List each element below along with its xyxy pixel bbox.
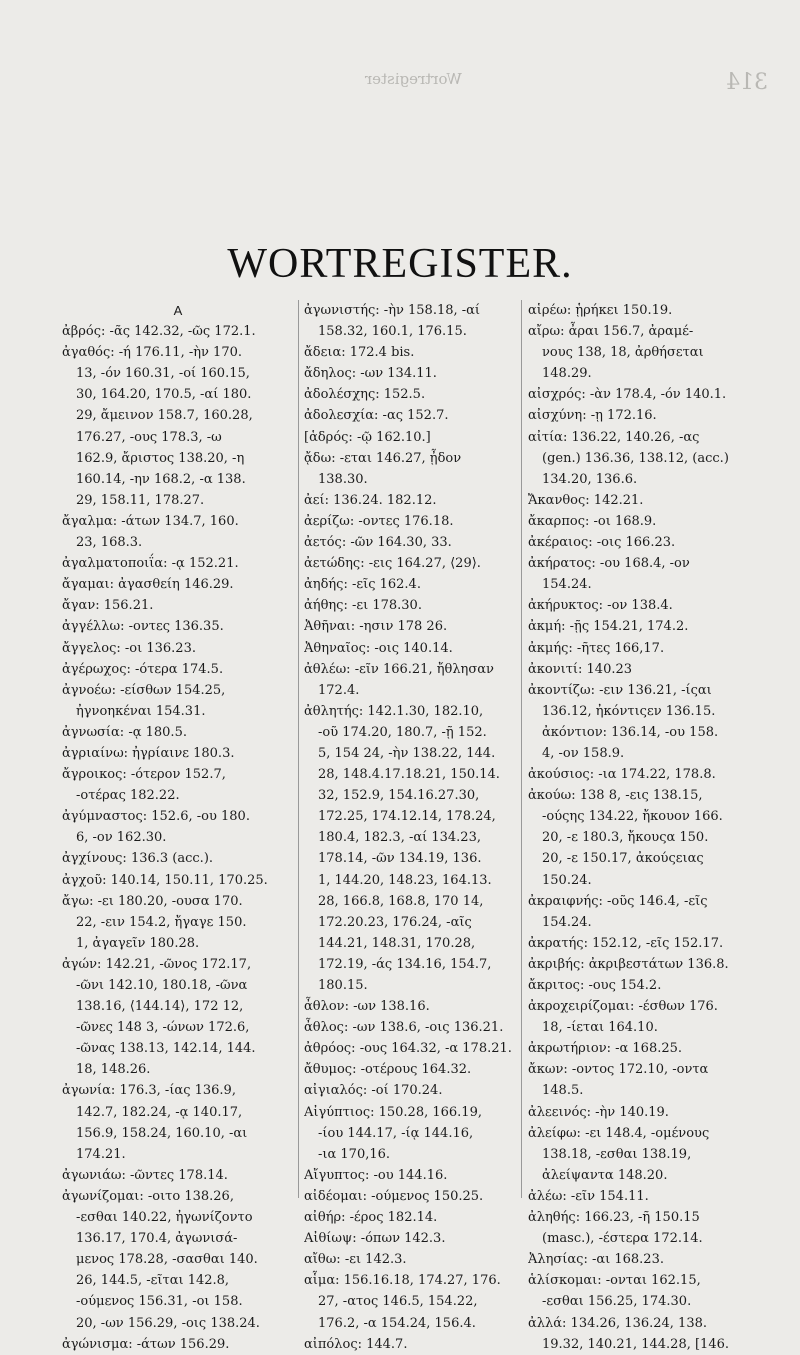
index-column-3 (528, 300, 778, 1355)
index-entry-continuation: -ίου 144.17, -ίᾳ 144.16, (318, 1125, 474, 1141)
index-entry: ἄκαρπος: -οι 168.9. (528, 513, 657, 529)
index-entry-continuation: 148.5. (542, 1083, 584, 1099)
index-entry: ἄδεια: 172.4 bis. (304, 345, 415, 361)
index-entry: ἀετός: -ῶν 164.30, 33. (304, 535, 452, 551)
bleed-through-running-header: Wortregister (365, 70, 462, 88)
index-entry: αἷμα: 156.16.18, 174.27, 176. (304, 1273, 501, 1289)
index-entry-continuation: 176.2, -α 154.24, 156.4. (318, 1315, 476, 1331)
index-entry-continuation: 28, 166.8, 168.8, 170 14, (318, 893, 484, 909)
index-entry-continuation: 172.19, -άς 134.16, 154.7, (318, 956, 492, 972)
index-entry-continuation: 134.20, 136.6. (542, 471, 638, 487)
index-entry: ἀκήρατος: -ου 168.4, -ον (528, 556, 690, 572)
index-entry: αἰπόλος: 144.7. (304, 1336, 408, 1352)
index-entry-continuation: -οτέρας 182.22. (76, 788, 180, 804)
index-entry-continuation: ἀλείψαντα 148.20. (542, 1167, 668, 1183)
index-entry-continuation: 162.9, ἄριστος 138.20, -η (76, 450, 245, 466)
index-entry-continuation: 172.4. (318, 682, 360, 698)
index-entry-continuation: -ούμενος 156.31, -οι 158. (76, 1294, 243, 1310)
index-entry: Ἀθῆναι: -ησιν 178 26. (304, 619, 448, 635)
index-entry-continuation: 136.12, ἠκόντιςεν 136.15. (542, 703, 716, 719)
index-entry-continuation: 158.32, 160.1, 176.15. (318, 324, 467, 340)
index-entry: αἴθω: -ει 142.3. (304, 1252, 407, 1268)
index-entry: ἀγέρωχος: -ότερα 174.5. (62, 661, 224, 677)
index-entry: ἀγαθός: -ή 176.11, -ὴν 170. (62, 345, 243, 361)
index-entry: Ἀλησίας: -αι 168.23. (528, 1252, 664, 1268)
index-entry: ἀληθής: 166.23, -ῆ 150.15 (528, 1210, 700, 1226)
index-entry: ἀθρόος: -ους 164.32, -α 178.21. (304, 1041, 512, 1057)
section-letter-heading: A (173, 303, 183, 318)
index-entry: ἀγριαίνω: ἠγρίαινε 180.3. (62, 745, 235, 761)
index-entry-continuation: 22, -ειν 154.2, ἤγαγε 150. (76, 914, 247, 930)
index-entry: ἀκμή: -ῇς 154.21, 174.2. (528, 619, 689, 635)
index-entry-continuation: 154.24. (542, 914, 592, 930)
index-entry: ἆθλος: -ων 138.6, -οις 136.21. (304, 1020, 504, 1036)
index-entry: ἀκοντίζω: -ειν 136.21, -ίςαι (528, 682, 712, 698)
index-entry-continuation: μενος 178.28, -σασθαι 140. (76, 1252, 258, 1268)
index-entry: ἀλεεινός: -ὴν 140.19. (528, 1104, 669, 1120)
index-entry-continuation: 138.30. (318, 471, 368, 487)
index-entry: ἀκέραιος: -οις 166.23. (528, 535, 676, 551)
index-entry-continuation: 1, ἀγαγεῖν 180.28. (76, 935, 200, 951)
index-entry: ἀγωνίζομαι: -οιτο 138.26, (62, 1188, 234, 1204)
index-column-2 (304, 300, 516, 1355)
index-entry: ἀγγέλλω: -οντες 136.35. (62, 619, 224, 635)
index-entry-continuation: 32, 152.9, 154.16.27.30, (318, 788, 480, 804)
column-divider (298, 300, 299, 1198)
index-entry-continuation: 23, 168.3. (76, 535, 143, 551)
index-entry: ἀθλητής: 142.1.30, 182.10, (304, 703, 484, 719)
index-entry: Αἰγύπτιος: 150.28, 166.19, (304, 1104, 482, 1120)
index-entry-continuation: 20, -ων 156.29, -οις 138.24. (76, 1315, 260, 1331)
index-entry: ἀγωνία: 176.3, -ίας 136.9, (62, 1083, 236, 1099)
index-entry-continuation: 1, 144.20, 148.23, 164.13. (318, 872, 492, 888)
index-entry-continuation: 148.29. (542, 366, 592, 382)
index-entry-continuation: 172.25, 174.12.14, 178.24, (318, 809, 496, 825)
index-entry-continuation: 176.27, -ους 178.3, -ω (76, 429, 222, 445)
index-entry-continuation: 178.14, -ῶν 134.19, 136. (318, 851, 482, 867)
index-entry: ἆθλον: -ων 138.16. (304, 999, 430, 1015)
index-entry-continuation: 136.17, 170.4, ἀγωνισά- (76, 1231, 238, 1247)
index-entry-continuation: 154.24. (542, 577, 592, 593)
index-entry-continuation: 29, 158.11, 178.27. (76, 492, 205, 508)
index-entry: ἀετώδης: -εις 164.27, ⟨29⟩. (304, 556, 481, 572)
index-entry-continuation: 144.21, 148.31, 170.28, (318, 935, 476, 951)
index-entry: ἀλλά: 134.26, 136.24, 138. (528, 1315, 707, 1331)
index-entry-continuation: 20, -ε 150.17, ἀκούςειας (542, 851, 704, 867)
index-entry: ἀγαλματοποιΐα: -ᾳ 152.21. (62, 556, 239, 572)
index-entry: ἀδολέσχης: 152.5. (304, 387, 426, 403)
index-entry: ἄκριτος: -ους 154.2. (528, 978, 662, 993)
index-entry: ἀκροχειρίζομαι: -έσθων 176. (528, 999, 718, 1015)
index-entry: ἄγαλμα: -άτων 134.7, 160. (62, 513, 239, 529)
index-entry-continuation: 6, -ον 162.30. (76, 830, 167, 846)
index-entry-continuation: 138.16, ⟨144.14⟩, 172 12, (76, 999, 244, 1015)
index-entry-continuation: 13, -όν 160.31, -οί 160.15, (76, 366, 250, 382)
index-entry-continuation: 29, ἄμεινον 158.7, 160.28, (76, 408, 253, 424)
page-title: WORTREGISTER. (227, 241, 573, 287)
index-entry-continuation: 150.24. (542, 872, 592, 888)
index-entry: ἄγαμαι: ἀγασθείη 146.29. (62, 577, 234, 593)
index-entry: ἀγνωσία: -ᾳ 180.5. (62, 724, 187, 740)
index-entry: Αἰθίωψ: -όπων 142.3. (304, 1231, 446, 1247)
index-entry: ἄδηλος: -ων 134.11. (304, 366, 437, 382)
index-entry: ἀκούσιος: -ια 174.22, 178.8. (528, 767, 716, 783)
index-entry: ἀγών: 142.21, -ῶνος 172.17, (62, 956, 252, 972)
index-entry-continuation: -ῶνι 142.10, 180.18, -ῶνα (76, 978, 248, 993)
index-entry-continuation: 156.9, 158.24, 160.10, -αι (76, 1125, 248, 1141)
index-entry: ἀκριβής: ἀκριβεστάτων 136.8. (528, 956, 729, 972)
index-entry-continuation: (masc.), -έστερα 172.14. (542, 1231, 703, 1247)
index-entry: ἀκρατής: 152.12, -εῖς 152.17. (528, 935, 724, 951)
index-entry-continuation: -εσθαι 156.25, 174.30. (542, 1294, 692, 1310)
index-entry-continuation: 18, -ίεται 164.10. (542, 1020, 658, 1036)
index-entry: αἰτία: 136.22, 140.26, -ας (528, 429, 700, 445)
index-entry: ἀγύμναστος: 152.6, -ου 180. (62, 809, 250, 825)
index-entry: ἁλίσκομαι: -ονται 162.15, (528, 1273, 701, 1289)
index-entry: ἀγχοῦ: 140.14, 150.11, 170.25. (62, 872, 268, 888)
index-entry-continuation: 18, 148.26. (76, 1062, 151, 1078)
index-entry: ἀκήρυκτος: -ον 138.4. (528, 598, 673, 614)
index-entry: ἄγαν: 156.21. (62, 598, 154, 614)
index-entry-continuation: ἀκόντιον: 136.14, -ου 158. (542, 724, 719, 740)
index-entry: ἀδολεσχία: -ας 152.7. (304, 408, 449, 424)
index-entry: αἱρέω: ᾑρήκει 150.19. (528, 303, 673, 318)
index-entry-continuation: 27, -ατος 146.5, 154.22, (318, 1294, 478, 1310)
index-entry-continuation: 172.20.23, 176.24, -αῖς (318, 914, 472, 930)
index-entry-continuation: 160.14, -ην 168.2, -α 138. (76, 471, 246, 487)
index-entry: ἄγω: -ει 180.20, -ουσα 170. (62, 893, 243, 909)
index-entry: αἰδέομαι: -ούμενος 150.25. (304, 1188, 484, 1204)
column-divider (521, 300, 522, 1198)
index-entry-continuation: -εσθαι 140.22, ἠγωνίζοντο (76, 1210, 253, 1226)
index-entry-continuation: -ούςης 134.22, ἤκουον 166. (542, 809, 723, 825)
index-entry: ἄγροικος: -ότερον 152.7, (62, 767, 226, 783)
index-entry: ἄγγελος: -οι 136.23. (62, 640, 196, 656)
index-entry-continuation: 20, -ε 180.3, ἤκουςα 150. (542, 830, 709, 846)
index-entry: ἀερίζω: -οντες 176.18. (304, 513, 454, 529)
index-entry: ἀγχίνους: 136.3 (acc.). (62, 851, 214, 867)
index-entry: αἰγιαλός: -οί 170.24. (304, 1083, 443, 1099)
index-entry-continuation: νους 138, 18, ἀρθήσεται (542, 345, 704, 361)
index-entry: ἀκονιτί: 140.23 (528, 661, 633, 677)
index-entry: αἰθήρ: -έρος 182.14. (304, 1210, 438, 1226)
bleed-through-page-number: 314 (726, 70, 768, 95)
index-entry: ἀθλέω: -εῖν 166.21, ἤθλησαν (304, 661, 494, 677)
index-entry-continuation: 5, 154 24, -ὴν 138.22, 144. (318, 745, 496, 761)
index-entry-continuation: -ῶνες 148 3, -ώνων 172.6, (76, 1020, 250, 1036)
index-entry: αἰσχύνη: -ῃ 172.16. (528, 408, 657, 424)
index-column-1 (62, 300, 294, 1355)
index-entry-continuation: -ῶνας 138.13, 142.14, 144. (76, 1041, 256, 1057)
index-entry-continuation: 28, 148.4.17.18.21, 150.14. (318, 767, 500, 783)
index-entry-continuation: 174.21. (76, 1146, 126, 1162)
index-entry: ἀκρωτήριον: -α 168.25. (528, 1041, 683, 1057)
index-entry: ἀηδής: -εῖς 162.4. (304, 577, 421, 593)
index-entry-continuation: 180.4, 182.3, -αί 134.23, (318, 830, 481, 846)
index-entry: ἄκων: -οντος 172.10, -οντα (528, 1062, 709, 1078)
index-entry: ἄθυμος: -οτέρους 164.32. (304, 1062, 472, 1078)
index-entry-continuation: 30, 164.20, 170.5, -αί 180. (76, 387, 252, 403)
index-entry: ἀγωνιάω: -ῶντες 178.14. (62, 1167, 228, 1183)
index-entry: ἀλέω: -εῖν 154.11. (528, 1188, 649, 1204)
index-entry: Ἄκανθος: 142.21. (528, 492, 644, 508)
index-entry-continuation: 26, 144.5, -εῖται 142.8, (76, 1273, 230, 1289)
index-entry: Αἴγυπτος: -ου 144.16. (304, 1167, 448, 1183)
index-entry: ἀήθης: -ει 178.30. (304, 598, 422, 614)
index-entry: ἀεί: 136.24. 182.12. (304, 492, 437, 508)
index-entry-continuation: 4, -ον 158.9. (542, 745, 625, 761)
index-entry-continuation: 138.18, -εσθαι 138.19, (542, 1146, 692, 1162)
index-entry: ἀγωνιστής: -ὴν 158.18, -αί (304, 303, 481, 318)
index-entry-continuation: 142.7, 182.24, -ᾳ 140.17, (76, 1104, 243, 1120)
index-entry: ἀγώνισμα: -άτων 156.29. (62, 1336, 230, 1352)
index-entry-continuation: -ια 170,16. (318, 1146, 391, 1162)
index-entry-continuation: 19.32, 140.21, 144.28, [146. (542, 1336, 730, 1352)
index-entry: ἀκούω: 138 8, -εις 138.15, (528, 788, 703, 804)
index-entry-continuation: -οῦ 174.20, 180.7, -ῇ 152. (318, 724, 487, 740)
index-entry-continuation: 180.15. (318, 978, 368, 993)
index-entry-continuation: (gen.) 136.36, 138.12, (acc.) (542, 450, 729, 466)
index-entry: ἀλείφω: -ει 148.4, -ομένους (528, 1125, 710, 1141)
index-entry: ἀκραιφνής: -οῦς 146.4, -εῖς (528, 893, 708, 909)
index-entry: αἴρω: ἆραι 156.7, ἀραμέ- (528, 324, 694, 340)
index-entry: ἀκμής: -ῆτες 166,17. (528, 640, 665, 656)
index-entry: αἰσχρός: -ὰν 178.4, -όν 140.1. (528, 387, 727, 403)
index-entry: ἀβρός: -ᾶς 142.32, -ῶς 172.1. (62, 324, 256, 340)
index-entry: ᾄδω: -εται 146.27, ᾖδον (304, 450, 462, 466)
index-entry: Ἀθηναῖος: -οις 140.14. (304, 640, 453, 656)
index-entry: ἀγνοέω: -είσθων 154.25, (62, 682, 226, 698)
index-entry-continuation: ἠγνοηκέναι 154.31. (76, 703, 206, 719)
index-entry: [ἁδρός: -ῷ 162.10.] (304, 429, 431, 445)
